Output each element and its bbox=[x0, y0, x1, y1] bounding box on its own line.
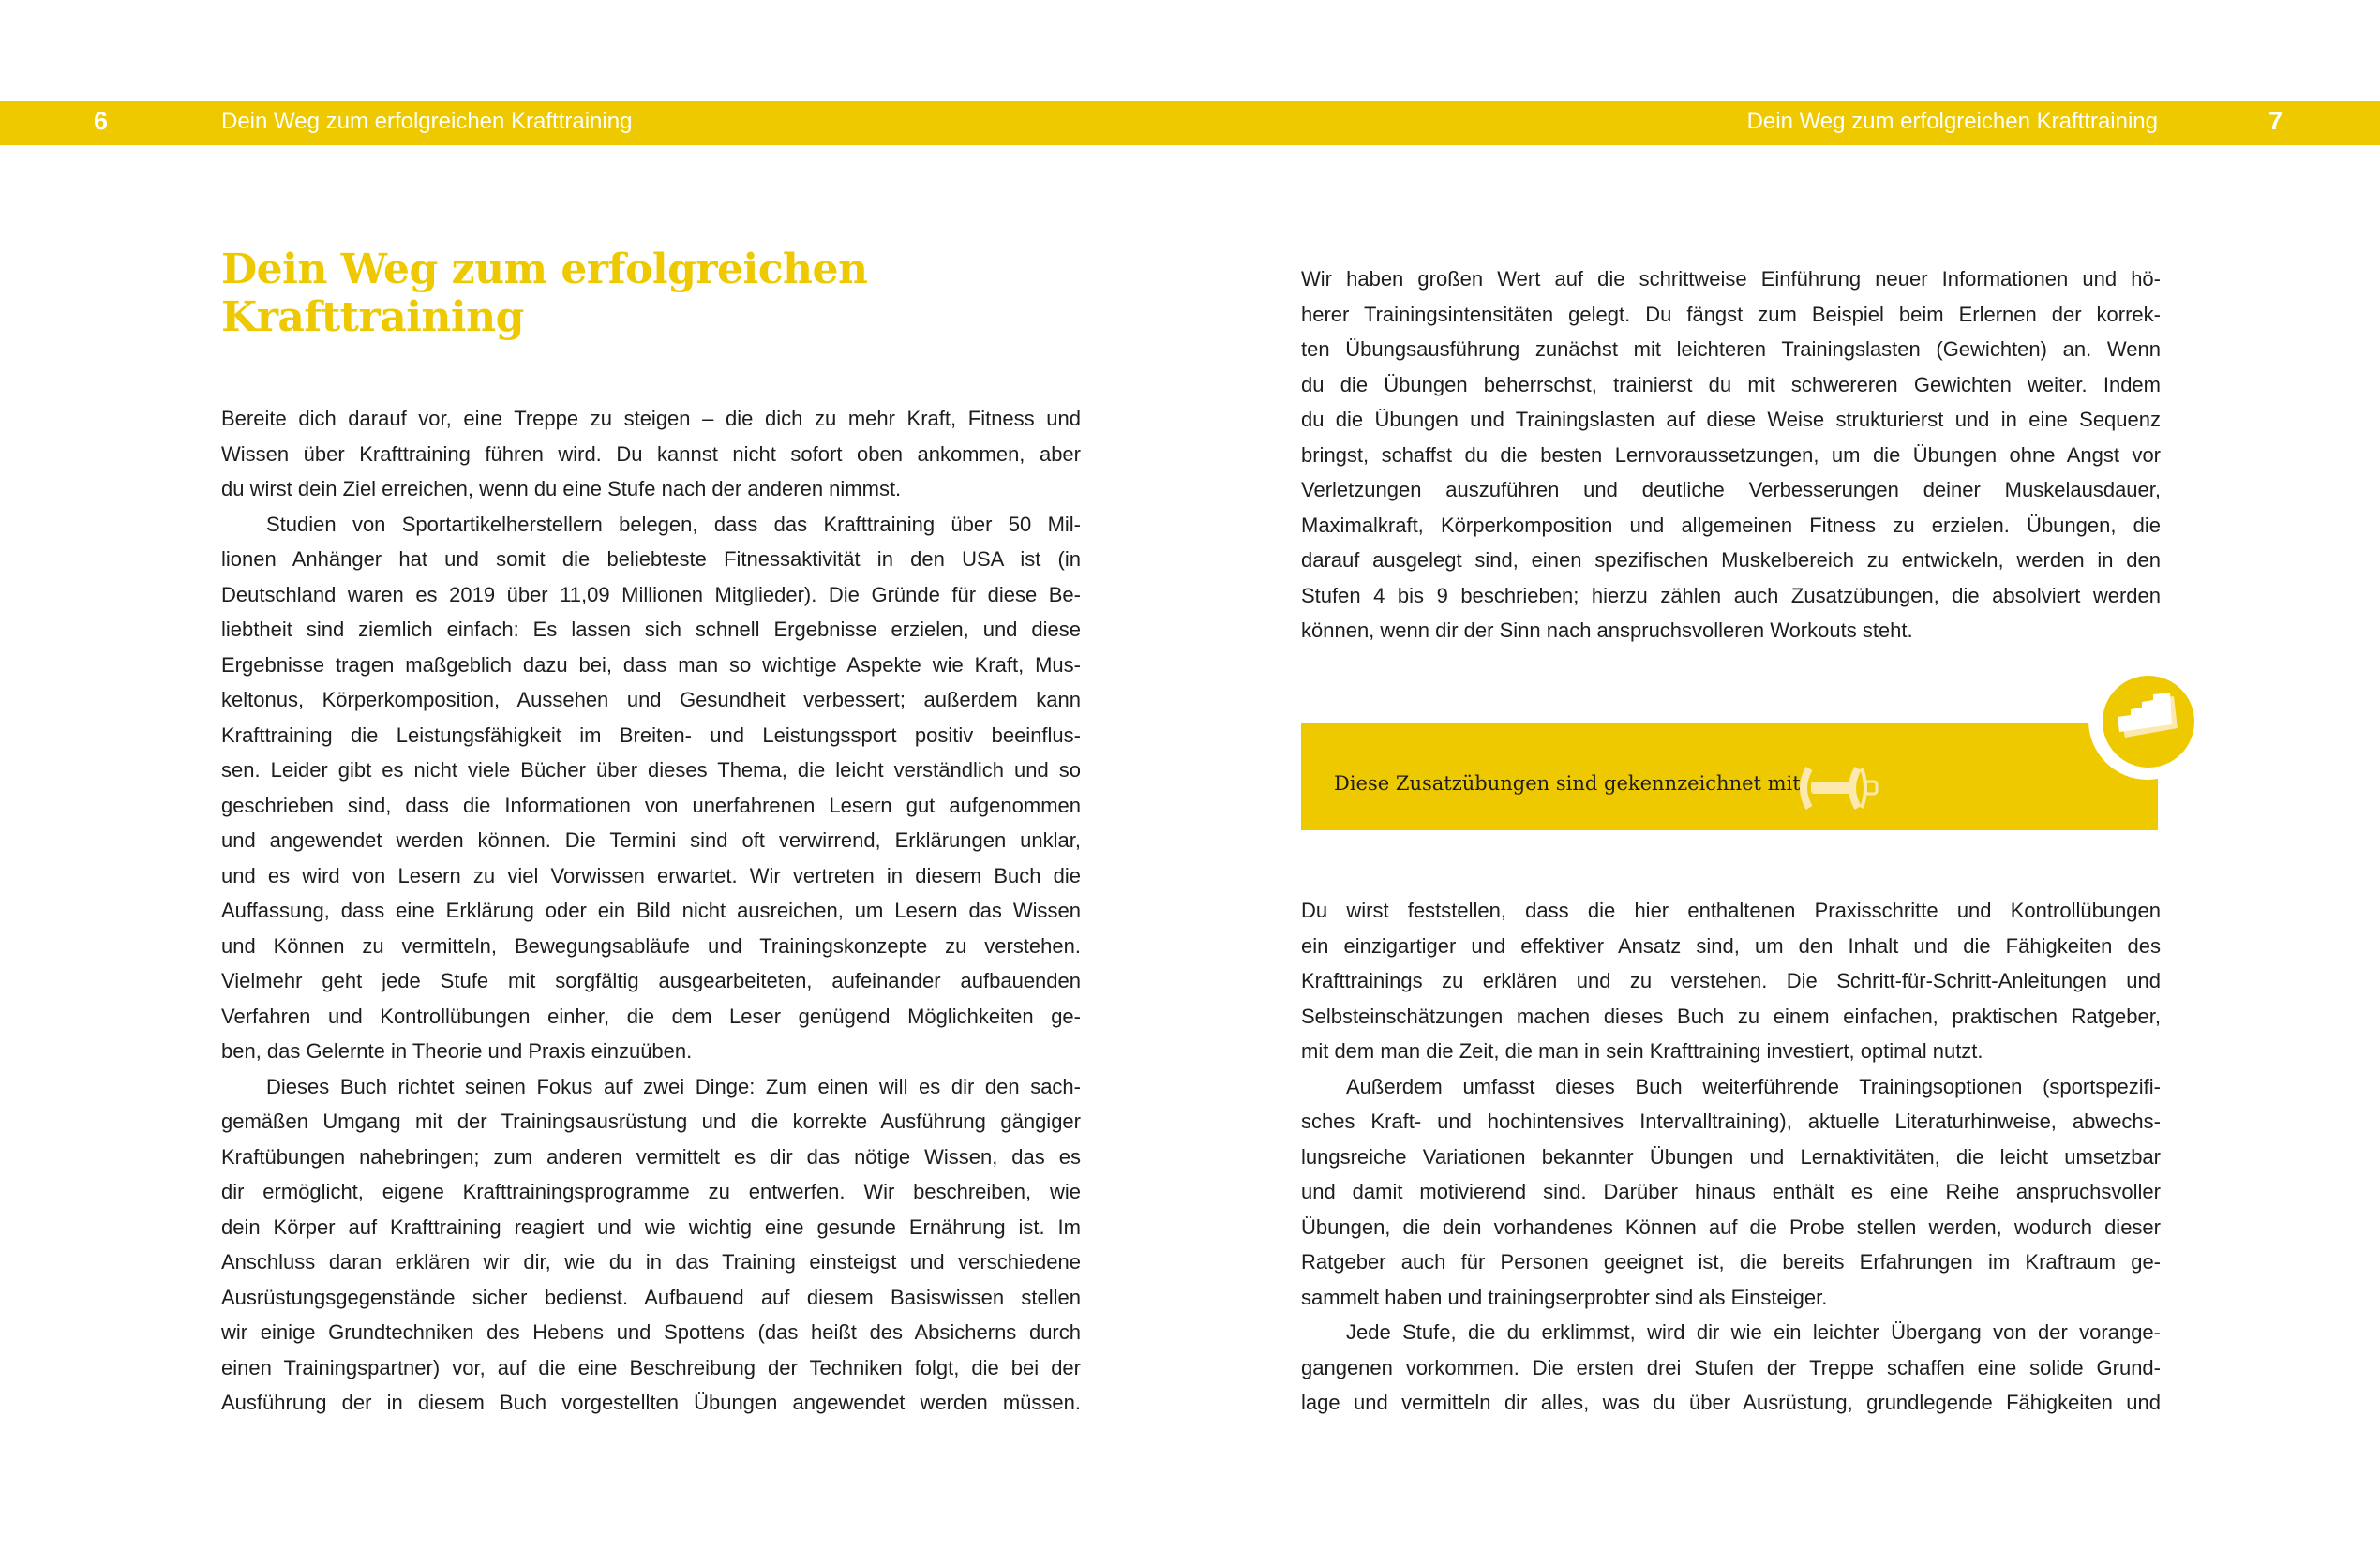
running-title-left: Dein Weg zum erfolgreichen Krafttraining bbox=[221, 109, 633, 134]
text-line: ein einzigartiger und effektiver Ansatz sind, um den Inhalt und die Fähigkeiten des bbox=[1301, 933, 2161, 958]
stairs-icon bbox=[2103, 676, 2194, 768]
text-line: Wissen über Krafttraining führen wird. Du kannst nicht sofort oben ankommen, aber bbox=[221, 441, 1081, 466]
text-line: Vielmehr geht jede Stufe mit sorgfältig ausgearbeiteten, aufeinander aufbauenden bbox=[221, 969, 1081, 992]
text-line: gangenen vorkommen. Die ersten drei Stufen der Treppe schaffen eine solide Grund- bbox=[1301, 1355, 2161, 1379]
text-line: wir einige Grundtechniken des Hebens und Spottens (das heißt des Absicherns durch bbox=[221, 1320, 1081, 1344]
text-line: Ergebnisse tragen maßgeblich dazu bei, dass man so wichtige Aspekte wie Kraft, Mus- bbox=[221, 652, 1081, 677]
paragraph bbox=[1301, 893, 2161, 1069]
stairs-badge bbox=[2103, 676, 2194, 768]
callout-text: Diese Zusatzübungen sind gekennzeichnet mit bbox=[1334, 772, 1801, 795]
text-line: einen Trainingspartner) vor, auf die eine Beschreibung der Techniken folgt, die bei der bbox=[221, 1355, 1081, 1379]
text-line: du wirst dein Ziel erreichen, wenn du eine Stufe nach der anderen nimmst. bbox=[221, 477, 902, 500]
text-line: Krafttrainings zu erklären und zu verstehen. Die Schritt-für-Schritt-Anleitungen und bbox=[1301, 969, 2161, 992]
text-line: Verletzungen auszuführen und deutliche Verbesserungen deiner Muskelausdauer, bbox=[1301, 478, 2161, 501]
text-line: du die Übungen beherrschst, trainierst du mit schwereren Gewichten weiter. Indem bbox=[1301, 372, 2161, 396]
text-line: Krafttraining die Leistungsfähigkeit im Breiten- und Leistungssport positiv beeinflus- bbox=[221, 723, 1081, 747]
text-line: Kraftübungen nahebringen; zum anderen vermittelt es dir das nötige Wissen, das es bbox=[221, 1144, 1081, 1169]
text-line: lage und vermitteln dir alles, was du über Ausrüstung, grundlegende Fähigkeiten und bbox=[1301, 1391, 2161, 1414]
text-line: Anschluss daran erklären wir dir, wie du in das Training einsteigst und verschiedene bbox=[221, 1250, 1081, 1274]
text-line: gemäßen Umgang mit der Trainingsausrüstung und die korrekte Ausführung gängiger bbox=[221, 1110, 1081, 1133]
text-line: sammelt haben und trainingserprobter sind als Einsteiger. bbox=[1301, 1285, 1828, 1309]
chapter-title bbox=[221, 246, 1065, 341]
text-line: Übungen, die dein vorhandenes Können auf die Probe stellen werden, wodurch dieser bbox=[1301, 1215, 2161, 1239]
page-number-right: 7 bbox=[2268, 107, 2283, 135]
text-line: Ausführung der in diesem Buch vorgestellten Übungen angewendet werden müssen. bbox=[221, 1391, 1081, 1414]
right-column-text-bottom bbox=[1301, 893, 2161, 1421]
text-line: ten Übungsausführung zunächst mit leichteren Trainingslasten (Gewichten) an. Wenn bbox=[1301, 337, 2161, 361]
left-column-text bbox=[221, 401, 1081, 1421]
text-line: Du wirst feststellen, dass die hier enthaltenen Praxisschritte und Kontrollübungen bbox=[1301, 899, 2161, 922]
text-line: Studien von Sportartikelherstellern belegen, dass das Krafttraining über 50 Mil- bbox=[266, 512, 1081, 536]
text-line: und damit motivierend sind. Darüber hinaus enthält es eine Reihe anspruchsvoller bbox=[1301, 1180, 2161, 1203]
text-line: Wir haben großen Wert auf die schrittweise Einführung neuer Informationen und hö- bbox=[1301, 267, 2161, 291]
text-line: Bereite dich darauf vor, eine Treppe zu steigen – die dich zu mehr Kraft, Fitness und bbox=[221, 407, 1081, 430]
text-line: keltonus, Körperkomposition, Aussehen und Gesundheit verbessert; außerdem kann bbox=[221, 688, 1081, 711]
text-line: du die Übungen und Trainingslasten auf diese Weise strukturierst und in eine Sequenz bbox=[1301, 408, 2161, 431]
text-line: Selbsteinschätzungen machen dieses Buch zu einem einfachen, praktischen Ratgeber, bbox=[1301, 1004, 2161, 1028]
text-line: Auffassung, dass eine Erklärung oder ein Bild nicht ausreichen, um Lesern das Wissen bbox=[221, 899, 1081, 922]
dumbbell-icon bbox=[1796, 765, 1886, 812]
text-line: mit dem man die Zeit, die man in sein Krafttraining investiert, optimal nutzt. bbox=[1301, 1039, 1983, 1063]
text-line: Dieses Buch richtet seinen Fokus auf zwei Dinge: Zum einen will es dir den sach- bbox=[266, 1074, 1081, 1098]
paragraph bbox=[221, 1069, 1081, 1421]
right-column-text-top bbox=[1301, 261, 2161, 648]
text-line: Außerdem umfasst dieses Buch weiterführende Trainingsoptionen (sportspezifi- bbox=[1346, 1074, 2161, 1098]
text-line: geschrieben sind, dass die Informationen von unerfahrenen Lesern gut aufgenommen bbox=[221, 793, 1081, 817]
text-line: sches Kraft- und hochintensives Intervalltraining), aktuelle Literaturhinweise, abwechs- bbox=[1301, 1110, 2161, 1133]
text-line: Jede Stufe, die du erklimmst, wird dir wie ein leichter Übergang von der vorange- bbox=[1346, 1320, 2161, 1344]
text-line: bringst, schaffst du die besten Lernvoraussetzungen, um die Übungen ohne Angst vor bbox=[1301, 442, 2161, 467]
paragraph bbox=[1301, 1315, 2161, 1421]
text-line: darauf ausgelegt sind, einen spezifischen Muskelbereich zu entwickeln, werden in den bbox=[1301, 548, 2161, 572]
running-title-right: Dein Weg zum erfolgreichen Krafttraining bbox=[1746, 109, 2158, 134]
text-line: lungsreiche Variationen bekannter Übungen und Lernaktivitäten, die leicht umsetzbar bbox=[1301, 1144, 2161, 1169]
extra-exercises-callout bbox=[1301, 723, 2158, 830]
text-line: Verfahren und Kontrollübungen einher, die dem Leser genügend Möglichkeiten ge- bbox=[221, 1004, 1081, 1028]
text-line: und es wird von Lesern zu viel Vorwissen erwartet. Wir vertreten in diesem Buch die bbox=[221, 863, 1081, 887]
chapter-title-line: Krafttraining bbox=[221, 293, 524, 341]
text-line: dir ermöglicht, eigene Krafttrainingsprogramme zu entwerfen. Wir beschreiben, wie bbox=[221, 1180, 1081, 1203]
text-line: Stufen 4 bis 9 beschrieben; hierzu zählen auch Zusatzübungen, die absolviert werden bbox=[1301, 583, 2161, 607]
text-line: und angewendet werden können. Die Termini sind oft verwirrend, Erklärungen unklar, bbox=[221, 828, 1081, 852]
text-line: Ratgeber auch für Personen geeignet ist, die bereits Erfahrungen im Kraftraum ge- bbox=[1301, 1250, 2161, 1274]
paragraph bbox=[221, 507, 1081, 1069]
text-line: ben, das Gelernte in Theorie und Praxis einzuüben. bbox=[221, 1039, 693, 1063]
paragraph bbox=[1301, 261, 2161, 648]
paragraph bbox=[221, 401, 1081, 507]
text-line: Ausrüstungsgegenstände sicher bedienst. Aufbauend auf diesem Basiswissen stellen bbox=[221, 1285, 1081, 1309]
text-line: dein Körper auf Krafttraining reagiert und wie wichtig eine gesunde Ernährung ist. Im bbox=[221, 1215, 1081, 1239]
page-number-left: 6 bbox=[94, 107, 109, 135]
running-header-bar bbox=[0, 101, 2380, 145]
text-line: lionen Anhänger hat und somit die beliebteste Fitnessaktivität in den USA ist (in bbox=[221, 547, 1081, 571]
text-line: Maximalkraft, Körperkomposition und allgemeinen Fitness zu erzielen. Übungen, die bbox=[1301, 513, 2161, 537]
text-line: sen. Leider gibt es nicht viele Bücher über dieses Thema, die leicht verständlich und so bbox=[221, 758, 1081, 782]
chapter-title-line: Dein Weg zum erfolgreichen bbox=[221, 246, 868, 293]
text-line: und Können zu vermitteln, Bewegungsabläufe und Trainingskonzepte zu verstehen. bbox=[221, 933, 1081, 958]
text-line: können, wenn dir der Sinn nach anspruchsvolleren Workouts steht. bbox=[1301, 619, 1913, 642]
text-line: herer Trainingsintensitäten gelegt. Du fängst zum Beispiel beim Erlernen der korrek- bbox=[1301, 302, 2161, 326]
text-line: liebtheit sind ziemlich einfach: Es lassen sich schnell Ergebnisse erzielen, und diese bbox=[221, 618, 1081, 641]
text-line: Deutschland waren es 2019 über 11,09 Millionen Mitglieder). Die Gründe für diese Be- bbox=[221, 582, 1081, 606]
paragraph bbox=[1301, 1069, 2161, 1316]
